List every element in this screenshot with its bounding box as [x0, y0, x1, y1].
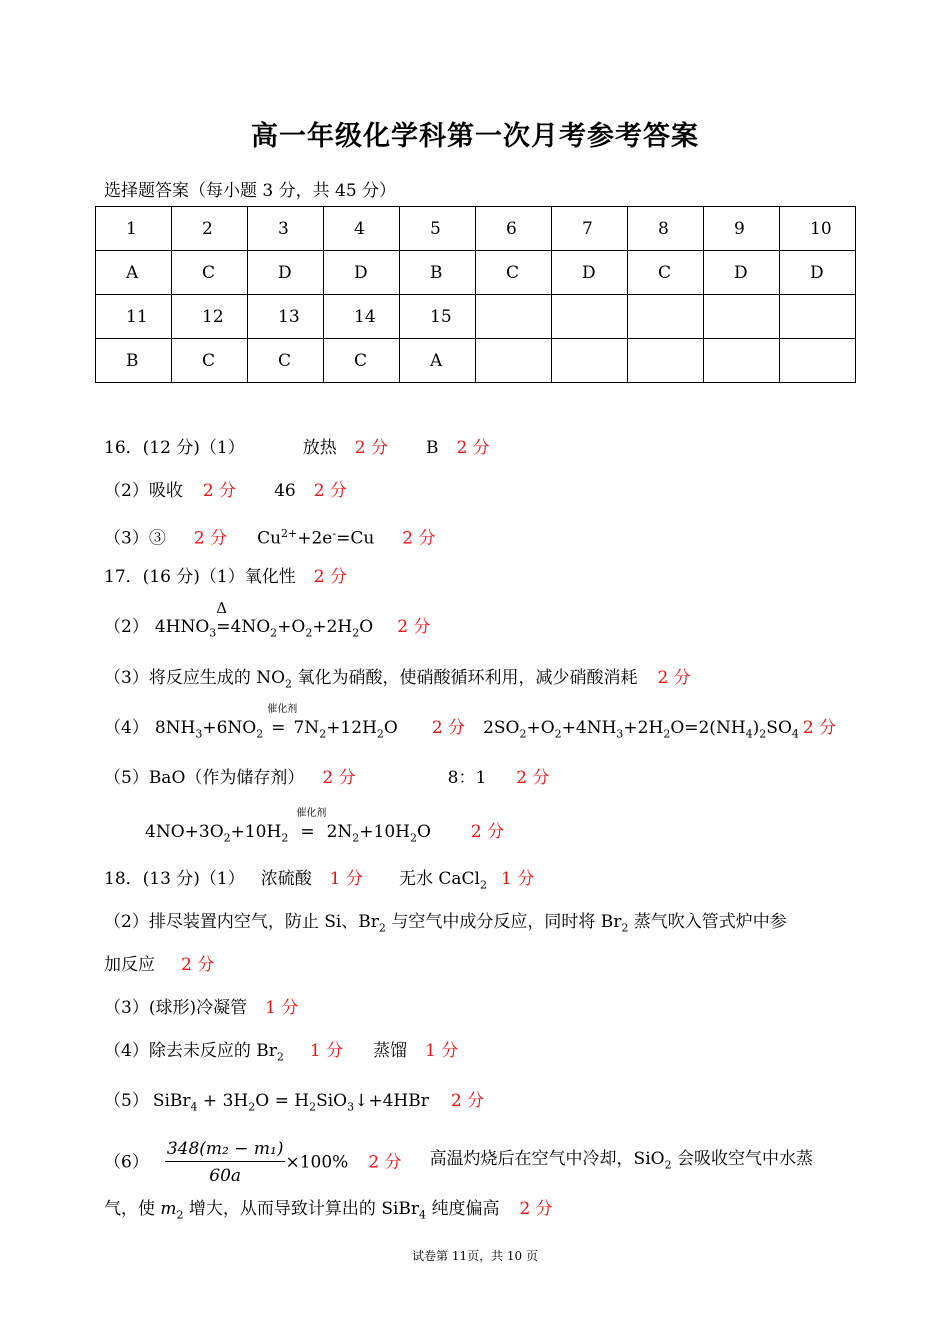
equation: SiBr	[152, 1091, 191, 1111]
subscript: 2	[176, 1208, 184, 1222]
answer-text: （3）③	[104, 528, 166, 549]
score-label: 2 分	[181, 955, 215, 975]
purity-fraction	[165, 1137, 286, 1188]
subscript: 2	[663, 727, 671, 741]
subscript: 4	[745, 727, 753, 741]
equation: O = H	[255, 1091, 310, 1111]
score-label: 2 分	[402, 528, 436, 549]
equation: +12H	[326, 718, 377, 738]
page-title: 高一年级化学科第一次月考参考答案	[251, 121, 699, 152]
answer-text: （2）吸收	[104, 481, 183, 501]
equation: +4NH	[561, 718, 617, 738]
score-label: 1 分	[425, 1041, 459, 1061]
table-cell	[476, 339, 552, 383]
subscript: 3	[209, 626, 217, 640]
score-label: 2 分	[431, 718, 466, 738]
answer-text: （5）	[104, 1091, 149, 1111]
multiple-choice-intro: 选择题答案（每小题 3 分，共 45 分）	[104, 181, 397, 201]
table-cell	[704, 339, 780, 383]
table-cell: 14	[324, 295, 400, 339]
subscript: 2	[519, 727, 527, 741]
answer-text: B	[425, 438, 439, 458]
q17-part1	[104, 565, 347, 589]
answer-text: 放热	[302, 438, 337, 458]
score-label: 2 分	[322, 768, 356, 788]
subscript: 3	[347, 1100, 355, 1114]
table-cell: C	[628, 251, 704, 295]
answer-text: 蒸馏	[373, 1041, 408, 1061]
equation: + 3H	[197, 1091, 249, 1111]
score-label: 2 分	[657, 668, 691, 688]
q17-part3	[104, 666, 691, 696]
q17-part5	[104, 766, 550, 790]
subscript: 4	[419, 1208, 427, 1222]
equation: ×100%	[285, 1152, 349, 1173]
answer-text: 加反应	[104, 955, 155, 975]
catalyst-label: 催化剂	[296, 808, 327, 819]
heat-condition	[216, 599, 231, 639]
table-cell: B	[96, 339, 172, 383]
table-cell: B	[400, 251, 476, 295]
subscript: 2	[319, 727, 327, 741]
subscript: 2	[276, 1050, 284, 1064]
answer-text: （2）	[104, 617, 149, 637]
answer-text: 18．(13 分)（1）	[104, 869, 245, 889]
equals-sign: =	[271, 718, 286, 738]
table-cell: 10	[780, 207, 856, 251]
table-cell	[552, 295, 628, 339]
table-row	[96, 295, 856, 339]
fraction-denominator: 60a	[209, 1166, 242, 1186]
subscript: 2	[305, 626, 313, 640]
score-label: 1 分	[265, 998, 299, 1018]
subscript: 2	[281, 831, 289, 845]
equation: O=2(NH	[670, 718, 746, 738]
equation: 7N	[293, 718, 320, 738]
table-cell: 7	[552, 207, 628, 251]
answer-text: （4）除去未反应的 Br	[104, 1041, 277, 1061]
subscript: 4	[791, 727, 799, 741]
equation: )	[752, 718, 760, 738]
table-cell: 8	[628, 207, 704, 251]
table-cell: 1	[96, 207, 172, 251]
subscript: 2	[352, 626, 360, 640]
score-label: 1 分	[500, 869, 535, 889]
subscript: 2	[554, 727, 562, 741]
subscript: 4	[190, 1100, 198, 1114]
score-label: 2 分	[516, 768, 550, 788]
answer-text: （4）	[104, 718, 149, 738]
superscript: 2+	[281, 527, 298, 540]
answer-text: （6）	[104, 1152, 149, 1173]
table-cell	[476, 295, 552, 339]
catalyst-condition	[296, 808, 327, 844]
table-cell: D	[248, 251, 324, 295]
table-row	[96, 207, 856, 251]
equation: SiO	[316, 1091, 348, 1111]
q18-part2-cont	[104, 953, 214, 977]
q16-part3	[104, 522, 436, 551]
catalyst-condition	[267, 704, 298, 740]
subscript: 2	[376, 727, 384, 741]
table-cell: C	[324, 339, 400, 383]
answer-text: 46	[274, 481, 296, 501]
subscript: 2	[223, 831, 231, 845]
score-label: 1 分	[329, 869, 363, 889]
table-cell: 15	[400, 295, 476, 339]
table-row	[96, 251, 856, 295]
page-footer: 试卷第 11页，共 10 页	[412, 1249, 538, 1263]
score-label: 2 分	[456, 438, 490, 458]
table-cell: 4	[324, 207, 400, 251]
answer-text-part: 会吸收空气中水蒸	[671, 1149, 813, 1170]
subscript: 2	[309, 1100, 317, 1114]
table-cell	[780, 339, 856, 383]
q18-part5	[104, 1089, 484, 1119]
table-cell	[628, 339, 704, 383]
score-label: 2 分	[354, 438, 388, 458]
q16-label: 16．(12 分)（1）	[104, 438, 245, 458]
score-label: 2 分	[313, 481, 347, 501]
answer-text: 浓硫酸	[260, 869, 312, 889]
table-cell: C	[476, 251, 552, 295]
q17-part2	[104, 599, 431, 645]
q18-part4	[104, 1039, 458, 1069]
score-label: 2 分	[450, 1091, 485, 1111]
q18-part1	[104, 867, 534, 897]
table-cell: D	[552, 251, 628, 295]
subscript: 2	[270, 626, 278, 640]
ion-equation: Cu	[257, 528, 282, 549]
table-cell	[704, 295, 780, 339]
equation: +O	[277, 617, 306, 637]
equation: O	[359, 617, 374, 637]
subscript: 2	[409, 831, 417, 845]
table-cell: A	[400, 339, 476, 383]
subscript: 3	[195, 727, 203, 741]
table-cell: 9	[704, 207, 780, 251]
score-label: 2 分	[397, 617, 431, 637]
table-cell	[628, 295, 704, 339]
score-label: 2 分	[202, 481, 237, 501]
equation: O	[416, 822, 431, 842]
table-cell: 6	[476, 207, 552, 251]
table-cell: 11	[96, 295, 172, 339]
catalyst-label: 催化剂	[267, 704, 298, 715]
equation: +10H	[230, 822, 282, 842]
answer-text: （3）(球形)冷凝管	[104, 998, 248, 1018]
equals-sign: =	[216, 617, 231, 637]
delta-symbol: Δ	[216, 599, 228, 617]
table-row	[96, 339, 856, 383]
equation: SO	[766, 718, 792, 738]
table-cell	[780, 295, 856, 339]
subscript: 3	[616, 727, 624, 741]
answer-text: 氧化为硝酸，使硝酸循环利用，减少硝酸消耗	[292, 668, 638, 688]
superscript: -	[332, 527, 337, 540]
answer-text: 无水 CaCl	[398, 869, 480, 889]
equation: 2SO	[483, 718, 520, 738]
ion-equation: =Cu	[336, 528, 375, 549]
score-label: 1 分	[309, 1041, 344, 1061]
q16-part2	[104, 479, 347, 503]
fraction-numerator: 348(m₂ − m₁)	[165, 1137, 286, 1162]
answer-text: 8：1	[447, 768, 487, 788]
ion-equation: +2e	[297, 528, 333, 549]
subscript: 2	[479, 878, 487, 892]
equation: +6NO	[202, 718, 257, 738]
equals-sign: =	[300, 822, 315, 842]
subscript: 2	[285, 677, 293, 691]
multiple-choice-answer-table	[95, 206, 856, 383]
score-label: 2 分	[802, 718, 837, 738]
equation: 4HNO	[154, 617, 210, 637]
subscript: 2	[352, 831, 360, 845]
q18-part6	[104, 1137, 813, 1188]
subscript: 2	[621, 921, 629, 935]
subscript: 2	[759, 727, 767, 741]
table-cell: 13	[248, 295, 324, 339]
equation: +2H	[623, 718, 664, 738]
table-cell: A	[96, 251, 172, 295]
score-label: 2 分	[193, 528, 228, 549]
table-cell: 2	[172, 207, 248, 251]
table-cell: C	[172, 251, 248, 295]
subscript: 2	[248, 1100, 256, 1114]
answer-text	[429, 1149, 813, 1172]
table-cell: D	[324, 251, 400, 295]
equation: +O	[526, 718, 555, 738]
equation: O	[383, 718, 398, 738]
table-cell: C	[248, 339, 324, 383]
score-label: 2 分	[470, 822, 505, 842]
table-cell	[552, 339, 628, 383]
equation: +10H	[359, 822, 410, 842]
subscript: 2	[664, 1158, 672, 1172]
answer-text: 气，使	[104, 1199, 161, 1219]
answer-text: （2）排尽装置内空气，防止 Si、Br	[104, 912, 379, 932]
q18-part2	[104, 910, 787, 940]
q18-part6-cont	[104, 1197, 553, 1227]
q17-part5-equation	[145, 808, 505, 850]
q18-part3	[104, 996, 298, 1020]
answer-text: 增大，从而导致计算出的 SiBr	[183, 1199, 420, 1219]
score-label: 2 分	[313, 567, 347, 587]
equation: 4NO	[230, 617, 271, 637]
equation: 8NH	[154, 718, 196, 738]
table-cell: D	[780, 251, 856, 295]
q16-part1	[104, 436, 490, 460]
subscript: 2	[256, 727, 264, 741]
subscript: 2	[378, 921, 386, 935]
table-cell: D	[704, 251, 780, 295]
answer-text: （5）BaO（作为储存剂）	[104, 768, 305, 788]
equation: 2N	[326, 822, 353, 842]
equation: +2H	[312, 617, 353, 637]
answer-text: 17．(16 分)（1）氧化性	[104, 567, 296, 587]
answer-text: 纯度偏高	[426, 1199, 500, 1219]
answer-text: （3）将反应生成的 NO	[104, 668, 286, 688]
answer-text: 与空气中成分反应，同时将 Br	[385, 912, 622, 932]
table-cell: 5	[400, 207, 476, 251]
equation: 4NO+3O	[145, 822, 224, 842]
q17-part4	[104, 704, 837, 746]
variable-m: m	[160, 1199, 177, 1219]
table-cell: 12	[172, 295, 248, 339]
table-cell: 3	[248, 207, 324, 251]
score-label: 2 分	[368, 1152, 402, 1173]
table-cell: C	[172, 339, 248, 383]
equation: ↓+4HBr	[354, 1091, 429, 1111]
answer-text: 蒸气吹入管式炉中参	[628, 912, 787, 932]
score-label: 2 分	[519, 1199, 553, 1219]
answer-text-part: 高温灼烧后在空气中冷却，SiO	[429, 1149, 665, 1170]
